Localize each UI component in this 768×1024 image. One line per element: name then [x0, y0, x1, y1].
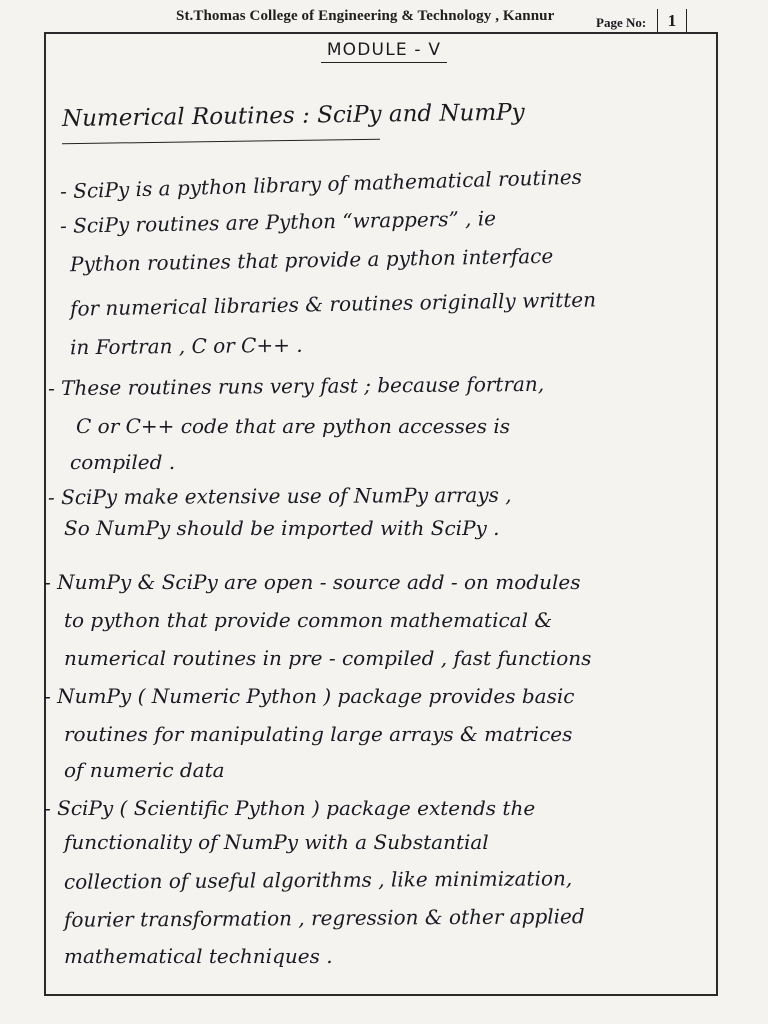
note-line: - These routines runs very fast ; because fortran, [47, 371, 545, 401]
note-line: functionality of NumPy with a Substantial [64, 830, 489, 854]
page-header [0, 4, 768, 34]
note-line: in Fortran , C or C++ . [69, 332, 303, 360]
note-line: - SciPy routines are Python “wrappers” , ie [59, 206, 497, 238]
page-number: 1 [657, 9, 687, 33]
note-line: compiled . [70, 450, 176, 474]
page-title: Numerical Routines : SciPy and NumPy [61, 99, 525, 132]
note-line: routines for manipulating large arrays & matrices [64, 722, 573, 746]
note-line: numerical routines in pre - compiled , fast functions [64, 646, 592, 670]
note-line: Python routines that provide a python interface [69, 243, 554, 277]
note-line: - SciPy ( Scientific Python ) package extends the [44, 796, 536, 820]
page-number-label: Page No: [596, 15, 647, 30]
note-line: C or C++ code that are python accesses is [76, 414, 511, 438]
note-line: collection of useful algorithms , like minimization, [63, 866, 573, 894]
note-line: of numeric data [64, 758, 225, 782]
note-line: for numerical libraries & routines originally written [69, 287, 597, 321]
note-line: mathematical techniques . [64, 944, 333, 968]
college-name: St.Thomas College of Engineering & Technology , Kannur [176, 8, 555, 24]
note-line: - SciPy make extensive use of NumPy arrays , [47, 482, 512, 510]
note-line: - NumPy ( Numeric Python ) package provides basic [44, 684, 575, 708]
module-label: MODULE - V [321, 40, 447, 63]
module-heading [0, 40, 768, 60]
note-line: - SciPy is a python library of mathematical routines [59, 164, 583, 204]
note-line: fourier transformation , regression & other applied [63, 904, 585, 932]
note-line: - NumPy & SciPy are open - source add - on modules [44, 570, 581, 594]
note-line: to python that provide common mathematical & [64, 608, 553, 632]
note-line: So NumPy should be imported with SciPy . [64, 516, 500, 540]
